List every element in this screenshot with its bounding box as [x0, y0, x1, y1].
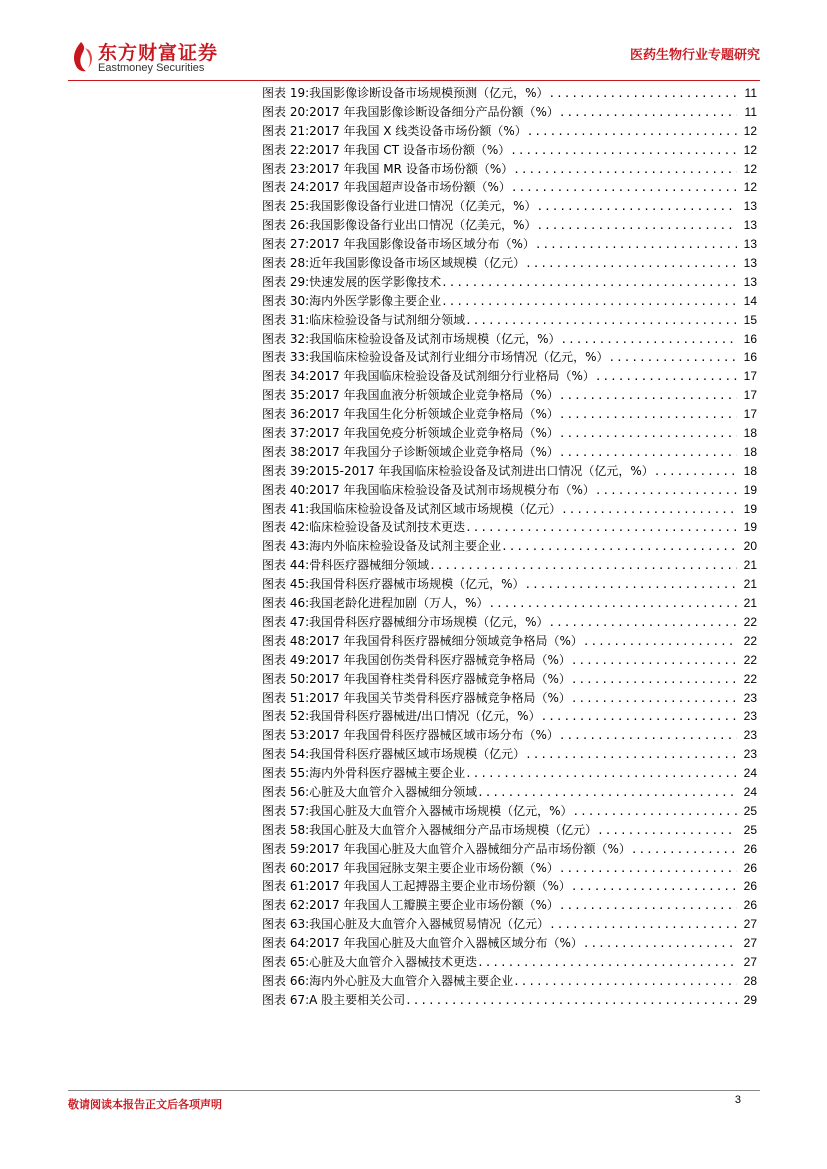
- toc-leader-dots: [549, 916, 737, 935]
- toc-entry-label: 图表 60:: [262, 860, 310, 875]
- toc-entry-label: 图表 39:: [262, 463, 310, 478]
- toc-entry-title: 我国心脏及大血管介入器械细分产品市场规模（亿元）: [309, 822, 598, 837]
- toc-leader-dots: [559, 406, 737, 425]
- toc-entry-label: 图表 33:: [262, 350, 310, 365]
- toc-entry-title: 2017 年我国临床检验设备及试剂细分行业格局（%）: [309, 369, 595, 384]
- toc-entry-page: 16: [743, 331, 757, 346]
- toc-entry[interactable]: [262, 84, 757, 103]
- toc-entry[interactable]: [262, 859, 757, 878]
- toc-leader-dots: [477, 784, 737, 803]
- toc-entry-title: 2017 年我国人工起搏器主要企业市场份额（%）: [309, 879, 571, 894]
- toc-leader-dots: [465, 312, 737, 331]
- toc-entry-label: 图表 41:: [262, 501, 310, 516]
- toc-entry-title: 我国影像设备行业出口情况（亿美元，%）: [309, 218, 537, 233]
- toc-entry-title: 心脏及大血管介入器械技术更迭: [309, 954, 478, 969]
- disclaimer-notice: 敬请阅读本报告正文后各项声明: [68, 1098, 222, 1111]
- toc-entry[interactable]: [262, 632, 757, 651]
- toc-entry-page: 19: [743, 501, 757, 516]
- toc-entry[interactable]: [262, 103, 757, 122]
- toc-entry-label: 图表 66:: [262, 973, 310, 988]
- toc-entry-title: 海内外临床检验设备及试剂主要企业: [309, 539, 502, 554]
- toc-entry[interactable]: [262, 556, 757, 575]
- toc-entry-title: A 股主要相关公司: [309, 992, 406, 1007]
- toc-entry-page: 19: [743, 482, 757, 497]
- toc-leader-dots: [583, 633, 737, 652]
- toc-entry-label: 图表 55:: [262, 766, 310, 781]
- toc-entry-page: 13: [743, 256, 757, 271]
- toc-entry-page: 11: [744, 86, 757, 100]
- toc-leader-dots: [405, 992, 737, 1011]
- toc-entry-page: 23: [743, 747, 757, 762]
- toc-entry-title: 我国影像诊断设备市场规模预测（亿元，%）: [309, 86, 549, 100]
- toc-entry-page: 20: [743, 539, 757, 554]
- eastmoney-logo-icon: [68, 40, 94, 74]
- toc-entry-label: 图表 51:: [262, 690, 310, 705]
- toc-entry-title: 2017 年我国 X 线类设备市场份额（%）: [309, 123, 527, 138]
- toc-entry-page: 12: [743, 142, 757, 157]
- toc-entry-title: 2017 年我国生化分析领域企业竞争格局（%）: [309, 407, 559, 422]
- toc-entry-title: 我国老龄化进程加剧（万人，%）: [309, 596, 489, 611]
- toc-leader-dots: [631, 841, 737, 860]
- report-type-title: 医药生物行业专题研究: [629, 48, 760, 63]
- toc-leader-dots: [571, 652, 737, 671]
- toc-entry-page: 13: [743, 237, 757, 252]
- toc-entry-label: 图表 32:: [262, 331, 310, 346]
- toc-entry-page: 27: [743, 936, 757, 951]
- toc-entry-page: 26: [743, 879, 757, 894]
- toc-entry-page: 29: [743, 992, 757, 1007]
- toc-entry[interactable]: [262, 991, 757, 1010]
- toc-entry-title: 我国骨科医疗器械进/出口情况（亿元，%）: [309, 709, 541, 724]
- toc-entry-title: 近年我国影像设备市场区域规模（亿元）: [309, 256, 526, 271]
- toc-leader-dots: [525, 746, 737, 765]
- toc-entry[interactable]: [262, 292, 757, 311]
- toc-entry[interactable]: [262, 481, 757, 500]
- toc-leader-dots: [465, 765, 737, 784]
- toc-entry-label: 图表 22:: [262, 142, 310, 157]
- toc-entry-title: 2017 年我国心脏及大血管介入器械细分产品市场份额（%）: [309, 841, 631, 856]
- toc-entry-title: 2017 年我国影像诊断设备细分产品份额（%）: [309, 104, 559, 119]
- header-divider: [68, 80, 760, 81]
- toc-leader-dots: [561, 331, 737, 350]
- toc-entry-title: 我国影像设备行业进口情况（亿美元，%）: [309, 199, 537, 214]
- toc-leader-dots: [513, 973, 737, 992]
- toc-entry[interactable]: [262, 518, 757, 537]
- toc-leader-dots: [525, 255, 737, 274]
- toc-leader-dots: [595, 368, 737, 387]
- toc-leader-dots: [561, 501, 737, 520]
- toc-entry-page: 13: [743, 274, 757, 289]
- toc-entry[interactable]: [262, 896, 757, 915]
- toc-leader-dots: [513, 161, 737, 180]
- toc-entry-title: 2017 年我国 MR 设备市场份额（%）: [309, 161, 514, 176]
- toc-entry-title: 2017 年我国创伤类骨科医疗器械竞争格局（%）: [309, 652, 571, 667]
- toc-entry[interactable]: [262, 877, 757, 896]
- toc-entry-page: 22: [743, 614, 757, 629]
- toc-leader-dots: [537, 217, 737, 236]
- toc-entry-label: 图表 24:: [262, 180, 310, 195]
- toc-entry-label: 图表 19:: [262, 86, 310, 100]
- toc-entry-title: 我国心脏及大血管介入器械贸易情况（亿元）: [309, 917, 550, 932]
- toc-entry-page: 14: [743, 293, 757, 308]
- toc-entry-title: 海内外心脏及大血管介入器械主要企业: [309, 973, 514, 988]
- toc-entry-label: 图表 57:: [262, 803, 310, 818]
- toc-entry-label: 图表 20:: [262, 104, 310, 119]
- toc-entry-page: 28: [743, 973, 757, 988]
- toc-entry[interactable]: [262, 651, 757, 670]
- toc-entry-label: 图表 21:: [262, 123, 310, 138]
- toc-entry-label: 图表 27:: [262, 237, 310, 252]
- toc-leader-dots: [501, 538, 737, 557]
- toc-entry[interactable]: [262, 500, 757, 519]
- toc-entry-page: 12: [743, 161, 757, 176]
- toc-entry-page: 15: [743, 312, 757, 327]
- toc-entry[interactable]: [262, 972, 757, 991]
- toc-entry-page: 27: [743, 917, 757, 932]
- toc-entry[interactable]: [262, 462, 757, 481]
- toc-entry-page: 11: [744, 104, 757, 119]
- toc-entry-title: 海内外医学影像主要企业: [309, 293, 442, 308]
- eastmoney-logo: [68, 38, 238, 80]
- toc-entry-title: 骨科医疗器械细分领域: [309, 558, 430, 573]
- toc-entry-label: 图表 31:: [262, 312, 310, 327]
- toc-entry-title: 2017 年我国免疫分析领域企业竞争格局（%）: [309, 426, 559, 441]
- toc-entry-label: 图表 44:: [262, 558, 310, 573]
- toc-entry-label: 图表 35:: [262, 388, 310, 403]
- toc-entry-label: 图表 59:: [262, 841, 310, 856]
- toc-leader-dots: [541, 708, 737, 727]
- toc-entry-label: 图表 46:: [262, 596, 310, 611]
- toc-entry-page: 26: [743, 841, 757, 856]
- toc-leader-dots: [609, 349, 737, 368]
- toc-entry[interactable]: [262, 840, 757, 859]
- toc-entry[interactable]: [262, 216, 757, 235]
- toc-entry-label: 图表 62:: [262, 898, 310, 913]
- toc-entry[interactable]: [262, 783, 757, 802]
- toc-leader-dots: [654, 463, 737, 482]
- toc-entry-label: 图表 25:: [262, 199, 310, 214]
- toc-entry-label: 图表 52:: [262, 709, 310, 724]
- toc-entry-page: 23: [743, 690, 757, 705]
- toc-leader-dots: [477, 954, 737, 973]
- toc-entry-page: 16: [743, 350, 757, 365]
- toc-leader-dots: [441, 293, 737, 312]
- toc-entry-label: 图表 63:: [262, 917, 310, 932]
- toc-entry-label: 图表 28:: [262, 256, 310, 271]
- toc-entry[interactable]: [262, 311, 757, 330]
- toc-entry-label: 图表 43:: [262, 539, 310, 554]
- toc-leader-dots: [441, 274, 737, 293]
- toc-leader-dots: [525, 576, 737, 595]
- toc-entry-page: 23: [743, 728, 757, 743]
- footer-divider: [68, 1090, 760, 1091]
- toc-leader-dots: [535, 236, 737, 255]
- toc-entry[interactable]: [262, 330, 757, 349]
- toc-leader-dots: [559, 425, 737, 444]
- toc-entry-title: 2017 年我国 CT 设备市场份额（%）: [309, 142, 511, 157]
- toc-entry-title: 我国临床检验设备及试剂市场规模（亿元，%）: [309, 331, 561, 346]
- toc-entry[interactable]: [262, 367, 757, 386]
- toc-entry[interactable]: [262, 254, 757, 273]
- toc-entry-label: 图表 36:: [262, 407, 310, 422]
- toc-entry-title: 2017 年我国人工瓣膜主要企业市场份额（%）: [309, 898, 559, 913]
- toc-entry-title: 临床检验设备与试剂细分领域: [309, 312, 466, 327]
- toc-leader-dots: [489, 595, 737, 614]
- toc-entry-page: 22: [743, 671, 757, 686]
- toc-entry[interactable]: [262, 122, 757, 141]
- toc-entry-label: 图表 45:: [262, 577, 310, 592]
- toc-entry[interactable]: [262, 575, 757, 594]
- toc-entry-title: 海内外骨科医疗器械主要企业: [309, 766, 466, 781]
- toc-entry[interactable]: [262, 405, 757, 424]
- toc-entry-page: 17: [743, 388, 757, 403]
- toc-entry-label: 图表 54:: [262, 747, 310, 762]
- toc-entry-label: 图表 50:: [262, 671, 310, 686]
- toc-leader-dots: [510, 142, 737, 161]
- toc-entry-page: 12: [743, 180, 757, 195]
- toc-entry-page: 19: [743, 520, 757, 535]
- toc-entry[interactable]: [262, 689, 757, 708]
- toc-entry-page: 13: [743, 218, 757, 233]
- toc-entry-page: 18: [743, 426, 757, 441]
- toc-leader-dots: [559, 860, 737, 879]
- toc-entry-page: 21: [743, 596, 757, 611]
- toc-leader-dots: [559, 727, 737, 746]
- toc-entry-label: 图表 47:: [262, 614, 310, 629]
- toc-entry-label: 图表 42:: [262, 520, 310, 535]
- toc-entry[interactable]: [262, 386, 757, 405]
- toc-entry-page: 27: [743, 954, 757, 969]
- toc-entry-label: 图表 29:: [262, 274, 310, 289]
- toc-entry[interactable]: [262, 764, 757, 783]
- toc-leader-dots: [537, 198, 737, 217]
- toc-entry-label: 图表 58:: [262, 822, 310, 837]
- page-number: 3: [734, 1094, 741, 1106]
- toc-entry-title: 2017 年我国骨科医疗器械细分领域竞争格局（%）: [309, 633, 583, 648]
- toc-entry-label: 图表 53:: [262, 728, 310, 743]
- toc-entry-title: 2017 年我国影像设备市场区域分布（%）: [309, 237, 535, 252]
- toc-entry-title: 我国骨科医疗器械细分市场规模（亿元，%）: [309, 614, 549, 629]
- toc-entry-title: 我国临床检验设备及试剂区域市场规模（亿元）: [309, 501, 562, 516]
- toc-entry[interactable]: [262, 537, 757, 556]
- toc-entry-label: 图表 23:: [262, 161, 310, 176]
- toc-entry-title: 2017 年我国关节类骨科医疗器械竞争格局（%）: [309, 690, 571, 705]
- toc-entry-title: 2017 年我国临床检验设备及试剂市场规模分布（%）: [309, 482, 595, 497]
- toc-leader-dots: [549, 614, 737, 633]
- toc-entry-title: 2017 年我国分子诊断领域企业竞争格局（%）: [309, 444, 559, 459]
- toc-entry-label: 图表 48:: [262, 633, 310, 648]
- toc-entry-label: 图表 65:: [262, 954, 310, 969]
- toc-entry-page: 21: [743, 558, 757, 573]
- toc-entry[interactable]: [262, 745, 757, 764]
- toc-entry-page: 25: [743, 822, 757, 837]
- toc-entry-page: 23: [743, 709, 757, 724]
- toc-entry-title: 2017 年我国血液分析领域企业竞争格局（%）: [309, 388, 559, 403]
- toc-entry-title: 2017 年我国脊柱类骨科医疗器械竞争格局（%）: [309, 671, 571, 686]
- toc-entry[interactable]: [262, 160, 757, 179]
- toc-entry-title: 我国心脏及大血管介入器械市场规模（亿元，%）: [309, 803, 573, 818]
- toc-entry-page: 22: [743, 652, 757, 667]
- toc-entry[interactable]: [262, 707, 757, 726]
- brand-name-cn: 东方财富证券: [98, 42, 219, 64]
- toc-leader-dots: [597, 822, 737, 841]
- toc-entry-title: 我国骨科医疗器械区域市场规模（亿元）: [309, 747, 526, 762]
- toc-entry[interactable]: [262, 197, 757, 216]
- toc-entry-page: 25: [743, 803, 757, 818]
- toc-entry[interactable]: [262, 273, 757, 292]
- toc-leader-dots: [511, 179, 737, 198]
- toc-entry-page: 24: [743, 766, 757, 781]
- toc-entry-title: 临床检验设备及试剂技术更迭: [309, 520, 466, 535]
- toc-entry-title: 我国临床检验设备及试剂行业细分市场情况（亿元，%）: [309, 350, 609, 365]
- toc-entry[interactable]: [262, 178, 757, 197]
- toc-entry[interactable]: [262, 821, 757, 840]
- toc-leader-dots: [549, 85, 737, 104]
- toc-entry-label: 图表 61:: [262, 879, 310, 894]
- toc-entry[interactable]: [262, 670, 757, 689]
- toc-leader-dots: [559, 104, 737, 123]
- toc-entry-page: 26: [743, 898, 757, 913]
- toc-entry[interactable]: [262, 141, 757, 160]
- toc-entry-label: 图表 37:: [262, 426, 310, 441]
- toc-entry[interactable]: [262, 613, 757, 632]
- toc-entry-title: 我国骨科医疗器械市场规模（亿元，%）: [309, 577, 525, 592]
- toc-entry-label: 图表 34:: [262, 369, 310, 384]
- toc-entry-page: 17: [743, 369, 757, 384]
- toc-leader-dots: [527, 123, 737, 142]
- toc-entry-title: 快速发展的医学影像技术: [309, 274, 442, 289]
- toc-entry-page: 22: [743, 633, 757, 648]
- toc-leader-dots: [583, 935, 737, 954]
- toc-leader-dots: [559, 897, 737, 916]
- toc-leader-dots: [595, 482, 737, 501]
- toc-entry-page: 24: [743, 784, 757, 799]
- toc-leader-dots: [571, 878, 737, 897]
- toc-entry[interactable]: [262, 594, 757, 613]
- page-header: [68, 38, 760, 80]
- toc-entry-page: 21: [743, 577, 757, 592]
- toc-entry[interactable]: [262, 934, 757, 953]
- toc-entry[interactable]: [262, 953, 757, 972]
- toc-entry-page: 13: [743, 199, 757, 214]
- toc-entry[interactable]: [262, 726, 757, 745]
- toc-entry-title: 2017 年我国心脏及大血管介入器械区域分布（%）: [309, 936, 583, 951]
- toc-leader-dots: [573, 803, 737, 822]
- toc-entry-page: 17: [743, 407, 757, 422]
- toc-entry-label: 图表 56:: [262, 784, 310, 799]
- toc-entry-label: 图表 40:: [262, 482, 310, 497]
- toc-entry[interactable]: [262, 915, 757, 934]
- toc-entry-label: 图表 38:: [262, 444, 310, 459]
- toc-entry[interactable]: [262, 235, 757, 254]
- toc-entry-title: 心脏及大血管介入器械细分领域: [309, 784, 478, 799]
- toc-entry-title: 2017 年我国骨科医疗器械区域市场分布（%）: [309, 728, 559, 743]
- toc-entry-label: 图表 49:: [262, 652, 310, 667]
- toc-entry-title: 2015-2017 年我国临床检验设备及试剂进出口情况（亿元，%）: [309, 463, 654, 478]
- brand-name-en: Eastmoney Securities: [98, 62, 205, 74]
- toc-leader-dots: [571, 690, 737, 709]
- toc-entry-page: 18: [743, 444, 757, 459]
- toc-entry-label: 图表 67:: [262, 992, 310, 1007]
- toc-entry[interactable]: [262, 348, 757, 367]
- toc-leader-dots: [559, 444, 737, 463]
- toc-entry-title: 2017 年我国冠脉支架主要企业市场份额（%）: [309, 860, 559, 875]
- toc-entry-page: 12: [743, 123, 757, 138]
- toc-entry-label: 图表 26:: [262, 218, 310, 233]
- toc-leader-dots: [465, 519, 737, 538]
- toc-entry[interactable]: [262, 443, 757, 462]
- toc-entry-page: 26: [743, 860, 757, 875]
- toc-leader-dots: [571, 671, 737, 690]
- toc-entry-page: 18: [743, 463, 757, 478]
- figure-index-list: [262, 84, 757, 1010]
- toc-entry-label: 图表 30:: [262, 293, 310, 308]
- toc-leader-dots: [429, 557, 737, 576]
- toc-entry-title: 2017 年我国超声设备市场份额（%）: [309, 180, 511, 195]
- toc-entry[interactable]: [262, 802, 757, 821]
- toc-entry[interactable]: [262, 424, 757, 443]
- toc-leader-dots: [559, 387, 737, 406]
- toc-entry-label: 图表 64:: [262, 936, 310, 951]
